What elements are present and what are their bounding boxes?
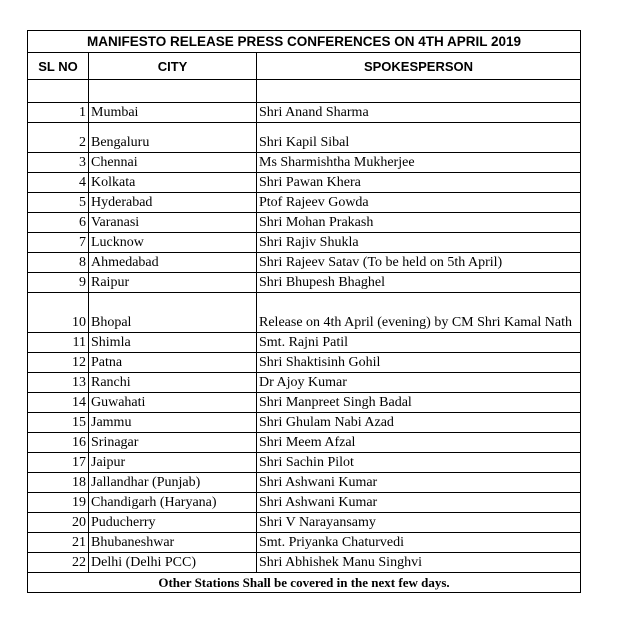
row-city: Srinagar — [89, 433, 257, 453]
row-city: Jallandhar (Punjab) — [89, 473, 257, 493]
row-sl-no: 7 — [28, 233, 89, 253]
row-city: Bengaluru — [89, 123, 257, 153]
row-city: Ahmedabad — [89, 253, 257, 273]
row-sl-no: 21 — [28, 533, 89, 553]
row-sl-no: 3 — [28, 153, 89, 173]
row-spokesperson: Shri Anand Sharma — [257, 103, 581, 123]
row-city: Patna — [89, 353, 257, 373]
table-row — [28, 333, 581, 353]
table-row — [28, 493, 581, 513]
table-row — [28, 103, 581, 123]
row-spokesperson: Shri Manpreet Singh Badal — [257, 393, 581, 413]
row-city: Ranchi — [89, 373, 257, 393]
row-city: Jammu — [89, 413, 257, 433]
row-city: Puducherry — [89, 513, 257, 533]
row-sl-no: 8 — [28, 253, 89, 273]
header-row — [28, 53, 581, 80]
table-row — [28, 123, 581, 153]
row-city: Lucknow — [89, 233, 257, 253]
row-sl-no: 4 — [28, 173, 89, 193]
footer-note: Other Stations Shall be covered in the next few days. — [28, 573, 581, 593]
row-sl-no: 13 — [28, 373, 89, 393]
row-city: Varanasi — [89, 213, 257, 233]
row-sl-no: 20 — [28, 513, 89, 533]
header-sl-no: SL NO — [28, 53, 89, 80]
row-spokesperson: Shri Ashwani Kumar — [257, 493, 581, 513]
table-row — [28, 433, 581, 453]
row-spokesperson: Shri Ashwani Kumar — [257, 473, 581, 493]
row-spokesperson: Shri Kapil Sibal — [257, 123, 581, 153]
row-spokesperson: Shri Bhupesh Bhaghel — [257, 273, 581, 293]
row-city: Hyderabad — [89, 193, 257, 213]
table-row — [28, 153, 581, 173]
row-spokesperson: Release on 4th April (evening) by CM Shri Kamal Nath — [257, 293, 581, 333]
row-sl-no: 16 — [28, 433, 89, 453]
blank-cell — [28, 80, 89, 103]
blank-row — [28, 80, 581, 103]
row-city: Jaipur — [89, 453, 257, 473]
row-spokesperson: Smt. Priyanka Chaturvedi — [257, 533, 581, 553]
table-row — [28, 213, 581, 233]
row-spokesperson: Shri Ghulam Nabi Azad — [257, 413, 581, 433]
table-row — [28, 273, 581, 293]
row-sl-no: 6 — [28, 213, 89, 233]
row-sl-no: 11 — [28, 333, 89, 353]
blank-cell — [257, 80, 581, 103]
title-row — [28, 31, 581, 53]
table-row — [28, 413, 581, 433]
table-row — [28, 553, 581, 573]
row-city: Delhi (Delhi PCC) — [89, 553, 257, 573]
table-row — [28, 473, 581, 493]
row-spokesperson: Dr Ajoy Kumar — [257, 373, 581, 393]
row-sl-no: 18 — [28, 473, 89, 493]
table-row — [28, 293, 581, 333]
table-row — [28, 233, 581, 253]
row-city: Chandigarh (Haryana) — [89, 493, 257, 513]
row-spokesperson: Ms Sharmishtha Mukherjee — [257, 153, 581, 173]
table-row — [28, 393, 581, 413]
table-row — [28, 353, 581, 373]
row-spokesperson: Ptof Rajeev Gowda — [257, 193, 581, 213]
table-row — [28, 253, 581, 273]
row-sl-no: 19 — [28, 493, 89, 513]
press-conference-table — [27, 30, 581, 593]
row-sl-no: 10 — [28, 293, 89, 333]
row-spokesperson: Shri Shaktisinh Gohil — [257, 353, 581, 373]
row-city: Bhubaneshwar — [89, 533, 257, 553]
row-sl-no: 15 — [28, 413, 89, 433]
row-sl-no: 14 — [28, 393, 89, 413]
row-sl-no: 5 — [28, 193, 89, 213]
row-spokesperson: Shri Mohan Prakash — [257, 213, 581, 233]
table-row — [28, 533, 581, 553]
table-row — [28, 513, 581, 533]
row-spokesperson: Shri Abhishek Manu Singhvi — [257, 553, 581, 573]
table-row — [28, 173, 581, 193]
row-sl-no: 2 — [28, 123, 89, 153]
row-spokesperson: Shri Pawan Khera — [257, 173, 581, 193]
header-spokesperson: SPOKESPERSON — [257, 53, 581, 80]
row-sl-no: 1 — [28, 103, 89, 123]
row-sl-no: 17 — [28, 453, 89, 473]
row-city: Guwahati — [89, 393, 257, 413]
table-row — [28, 193, 581, 213]
row-spokesperson: Shri Rajeev Satav (To be held on 5th April) — [257, 253, 581, 273]
blank-cell — [89, 80, 257, 103]
row-city: Kolkata — [89, 173, 257, 193]
row-sl-no: 22 — [28, 553, 89, 573]
row-city: Chennai — [89, 153, 257, 173]
row-sl-no: 12 — [28, 353, 89, 373]
row-city: Raipur — [89, 273, 257, 293]
header-city: CITY — [89, 53, 257, 80]
table-row — [28, 373, 581, 393]
row-city: Bhopal — [89, 293, 257, 333]
row-spokesperson: Shri Meem Afzal — [257, 433, 581, 453]
row-spokesperson: Shri Rajiv Shukla — [257, 233, 581, 253]
row-city: Mumbai — [89, 103, 257, 123]
row-spokesperson: Smt. Rajni Patil — [257, 333, 581, 353]
row-city: Shimla — [89, 333, 257, 353]
table-row — [28, 453, 581, 473]
footer-row — [28, 573, 581, 593]
row-spokesperson: Shri Sachin Pilot — [257, 453, 581, 473]
table-title: MANIFESTO RELEASE PRESS CONFERENCES ON 4TH APRIL 2019 — [28, 31, 581, 53]
row-sl-no: 9 — [28, 273, 89, 293]
row-spokesperson: Shri V Narayansamy — [257, 513, 581, 533]
